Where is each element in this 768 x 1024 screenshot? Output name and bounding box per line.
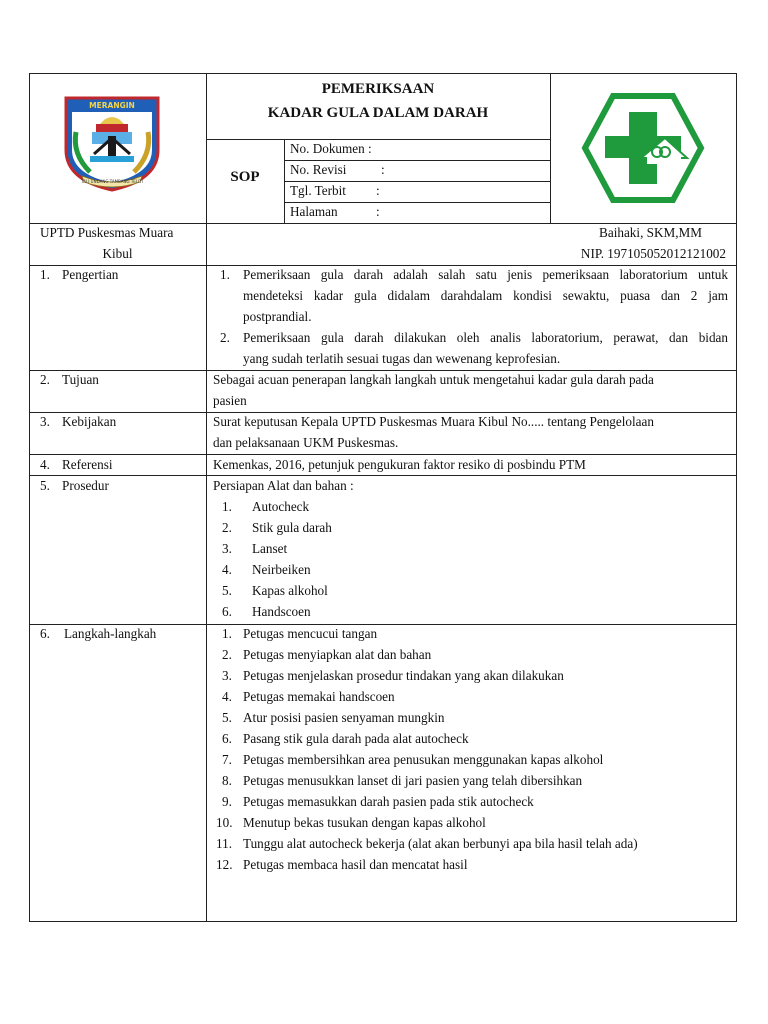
section-label: Pengertian [62,267,119,282]
svg-text:MERANGIN: MERANGIN [89,101,135,110]
pengertian-item-1-line-2: mendeteksi kadar gula didalam darahdalam kondisi sewaktu, puasa dan 2 jam [243,288,728,303]
doc-field-no-dokumen: No. Dokumen : [290,141,372,156]
org-name-line-2: Kibul [102,246,133,261]
prosedur-intro: Persiapan Alat dan bahan : [213,478,354,493]
section-number: 6. [40,626,50,641]
section-label: Kebijakan [62,414,117,429]
section-tujuan-label [40,372,99,388]
list-item: 11. Tunggu alat autocheck bekerja (alat akan berbunyi apa bila hasil telah ada) [216,836,638,851]
pengertian-item-2-line-1: Pemeriksaan gula darah dilakukan oleh analis laboratorium, perawat, dan bidan [243,330,728,345]
list-item: 6. Handscoen [222,604,311,619]
org-name-line-1: UPTD Puskesmas Muara [40,225,174,240]
merangin-logo [60,92,164,194]
pengertian-item-1-line-1: Pemeriksaan gula darah adalah salah satu jenis pemeriksaan laboratorium untuk [243,267,728,282]
list-item: 12. Petugas membaca hasil dan mencatat hasil [216,857,468,872]
list-item: 7. Petugas membersihkan area penusukan menggunakan kapas alkohol [222,752,604,767]
doc-field-halaman: Halaman [290,204,338,219]
list-item: 6. Pasang stik gula darah pada alat autocheck [222,731,469,746]
list-item: 4. Petugas memakai handscoen [222,689,395,704]
section-label: Langkah-langkah [64,626,157,641]
doc-field-tgl-terbit: Tgl. Terbit [290,183,346,198]
pengertian-item-1-num: 1. [220,267,230,282]
pengertian-item-2-line-2: yang sudah terlatih sesuai tugas dan wewenang keprofesian. [243,351,561,366]
tujuan-line-1: Sebagai acuan penerapan langkah langkah untuk mengetahui kadar gula darah pada [213,372,654,387]
list-item: 3. Lanset [222,541,288,556]
pengertian-item-2-num: 2. [220,330,230,345]
list-item: 9. Petugas memasukkan darah pasien pada stik autocheck [222,794,534,809]
list-item: 2. Petugas menyiapkan alat dan bahan [222,647,432,662]
sop-label: SOP [230,169,260,185]
title-line-2: KADAR GULA DALAM DARAH [267,105,489,121]
section-prosedur-label [40,478,109,494]
list-item: 3. Petugas menjelaskan prosedur tindakan yang akan dilakukan [222,668,564,683]
signer-nip: NIP. 197105052012121002 [580,246,726,261]
section-number: 4. [40,457,50,472]
doc-field-no-revisi-sep: : [381,162,385,177]
doc-field-no-revisi: No. Revisi [290,162,347,177]
section-pengertian-label [40,267,118,283]
section-referensi-label [40,457,113,473]
list-item: 2. Stik gula darah [222,520,332,535]
pengertian-item-1-line-3: postprandial. [243,309,312,324]
title-line-1: PEMERIKSAAN [321,81,435,97]
list-item: 5. Kapas alkohol [222,583,328,598]
section-number: 2. [40,372,50,387]
signer-name: Baihaki, SKM,MM [599,225,702,240]
doc-field-halaman-sep: : [376,204,380,219]
kebijakan-line-1: Surat keputusan Kepala UPTD Puskesmas Muara Kibul No..... tentang Pengelolaan [213,414,654,429]
list-item: 10. Menutup bekas tusukan dengan kapas alkohol [216,815,486,830]
list-item: 1. Autocheck [222,499,310,514]
tujuan-line-2: pasien [213,393,247,408]
section-label: Referensi [62,457,113,472]
doc-field-tgl-terbit-sep: : [376,183,380,198]
section-label: Prosedur [62,478,109,493]
svg-text:TALI UNDANG TAMBANG TELITI: TALI UNDANG TAMBANG TELITI [81,179,143,184]
section-label: Tujuan [62,372,99,387]
list-item: 8. Petugas menusukkan lanset di jari pasien yang telah dibersihkan [222,773,583,788]
list-item: 5. Atur posisi pasien senyaman mungkin [222,710,445,725]
list-item: 1. Petugas mencucui tangan [222,626,378,641]
section-kebijakan-label [40,414,116,430]
list-item: 4. Neirbeiken [222,562,311,577]
referensi-text: Kemenkas, 2016, petunjuk pengukuran faktor resiko di posbindu PTM [213,457,586,472]
section-langkah-label [40,626,156,642]
section-number: 3. [40,414,50,429]
kebijakan-line-2: dan pelaksanaan UKM Puskesmas. [213,435,399,450]
section-number: 5. [40,478,50,493]
puskesmas-logo [581,92,705,204]
section-number: 1. [40,267,50,282]
